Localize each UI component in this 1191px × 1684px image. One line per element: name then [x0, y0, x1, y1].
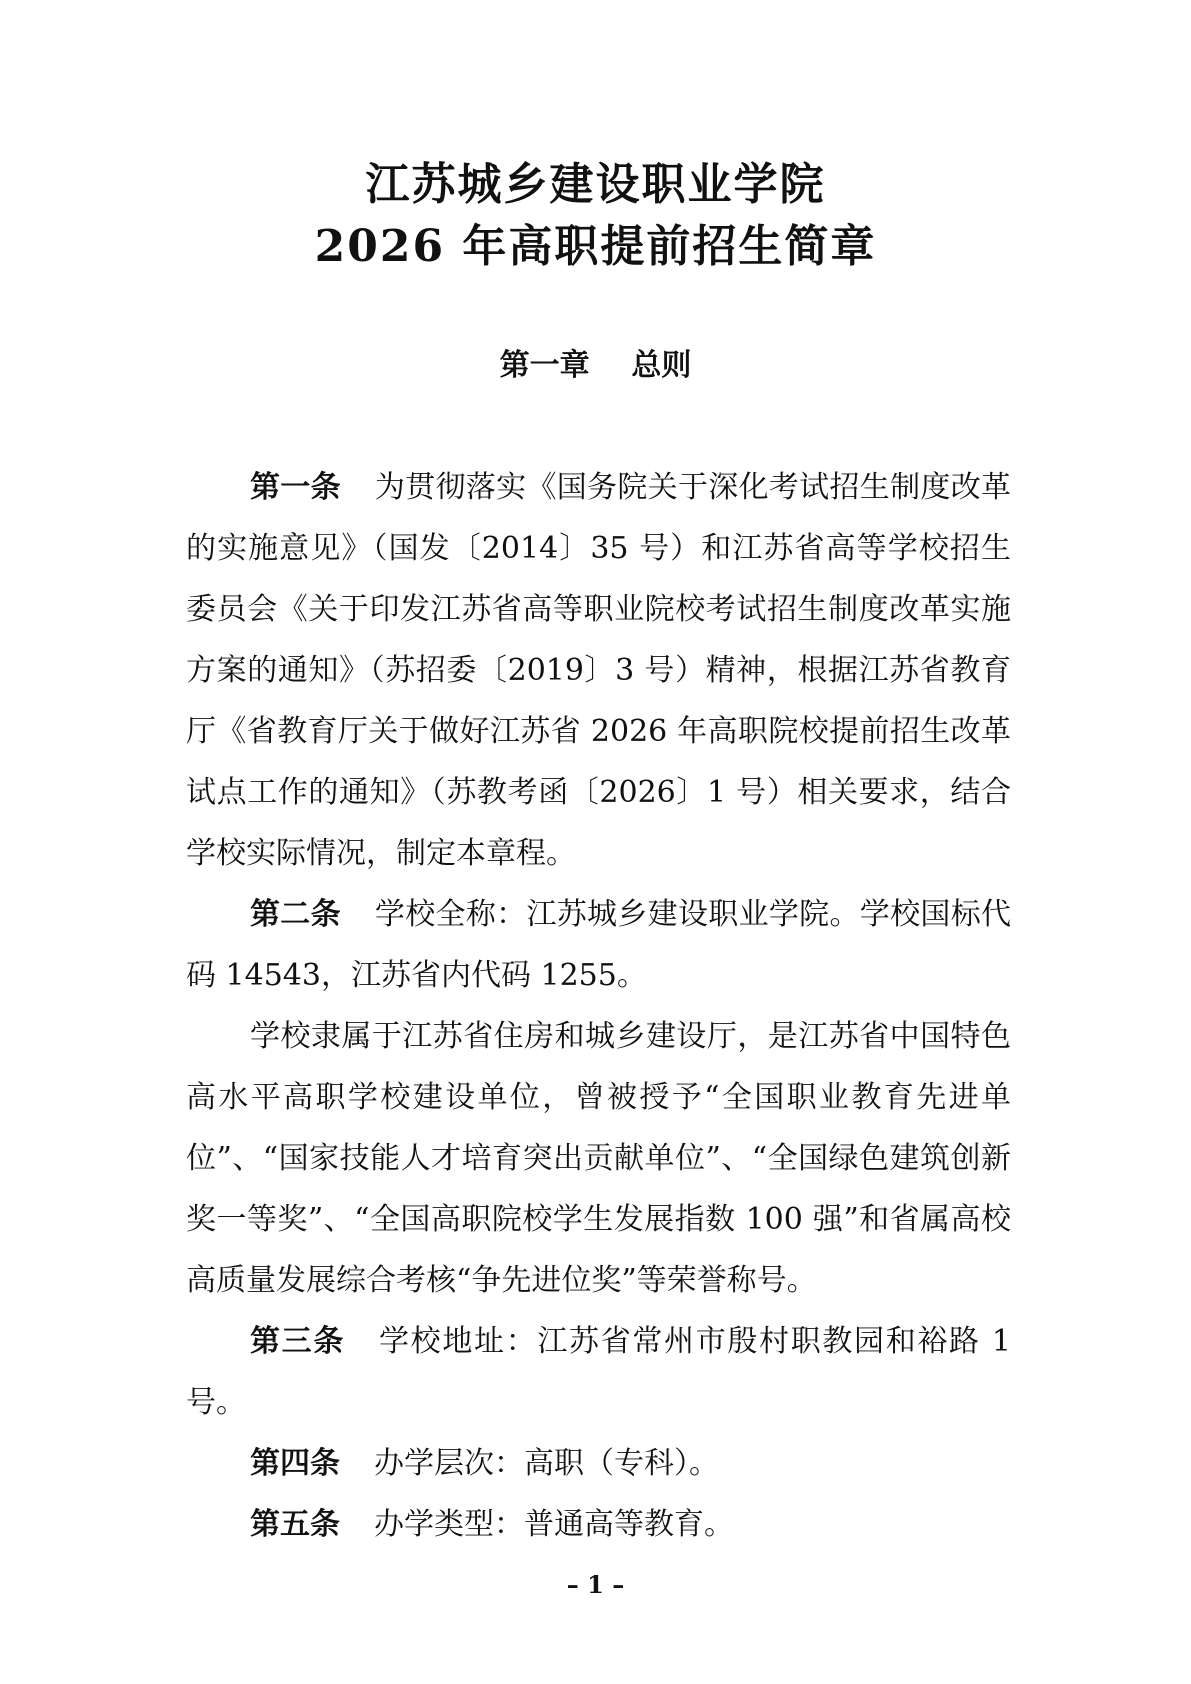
article-4	[186, 1433, 1011, 1494]
article-text: 为贯彻落实《国务院关于深化考试招生制度改革的实施意见》（国发〔2014〕35 号）和江苏省高等学校招生委员会《关于印发江苏省高等职业院校考试招生制度改革实施方案的通知》（苏招委〔2019〕3 号）精神，根据江苏省教育厅《省教育厅关于做好江苏省 2026 年高职院校提前招生改革试点工作的通知》（苏教考函〔2026〕1 号）相关要求，结合学校实际情况，制定本章程。	[186, 470, 1012, 871]
document-title-line-1: 江苏城乡建设职业学院	[365, 159, 826, 210]
article-text: 学校地址：江苏省常州市殷村职教园和裕路 1 号。	[186, 1324, 1012, 1420]
article-3	[186, 1311, 1011, 1433]
article-label: 第三条	[250, 1324, 346, 1359]
document-body	[186, 457, 1011, 1555]
article-label: 第一条	[250, 470, 341, 505]
school-description-paragraph	[186, 1006, 1011, 1311]
article-label: 第二条	[250, 897, 341, 932]
paragraph-text: 学校隶属于江苏省住房和城乡建设厅，是江苏省中国特色高水平高职学校建设单位，曾被授予“全国职业教育先进单位”、“国家技能人才培育突出贡献单位”、“全国绿色建筑创新奖一等奖”、“全国高职院校学生发展指数 100 强”和省属高校高质量发展综合考核“争先进位奖”等荣誉称号。	[186, 1019, 1011, 1298]
page-number: – 1 –	[566, 1570, 625, 1599]
article-label: 第四条	[250, 1446, 340, 1481]
article-1	[186, 457, 1011, 884]
article-5	[186, 1494, 1011, 1555]
document-title-line-2: 2026 年高职提前招生简章	[314, 221, 877, 272]
article-text: 办学类型：普通高等教育。	[374, 1507, 734, 1542]
article-2	[186, 884, 1011, 1006]
article-text: 学校全称：江苏城乡建设职业学院。学校国标代码 14543，江苏省内代码 1255。	[186, 897, 1012, 993]
article-text: 办学层次：高职（专科）。	[374, 1446, 719, 1481]
chapter-heading: 第一章 总则	[499, 348, 692, 383]
article-label: 第五条	[250, 1507, 340, 1542]
